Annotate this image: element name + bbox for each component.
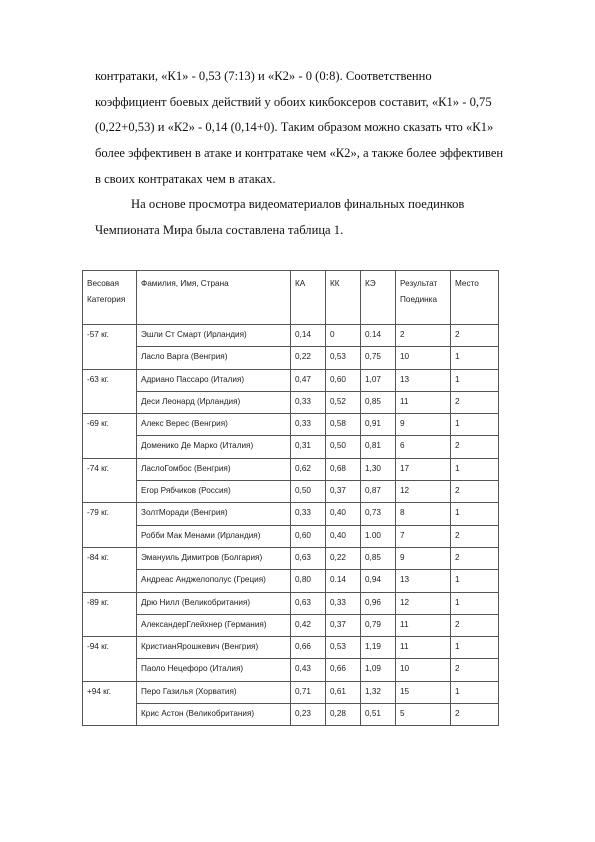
header-ke: КЭ — [361, 271, 396, 325]
header-category-line2: Категория — [87, 295, 126, 304]
kk-cell: 0,53 — [326, 637, 361, 659]
ke-cell: 0,96 — [361, 592, 396, 614]
name-cell: КристианЯрошкевич (Венгрия) — [137, 637, 291, 659]
ka-cell: 0,60 — [291, 525, 326, 547]
ka-cell: 0,47 — [291, 369, 326, 391]
table-row — [83, 547, 499, 569]
kk-cell: 0 — [326, 325, 361, 347]
ke-cell: 0,81 — [361, 436, 396, 458]
place-cell: 2 — [451, 325, 499, 347]
ka-cell: 0,22 — [291, 347, 326, 369]
place-cell: 2 — [451, 659, 499, 681]
kk-cell: 0,22 — [326, 547, 361, 569]
ka-cell: 0,14 — [291, 325, 326, 347]
result-cell: 6 — [396, 436, 451, 458]
table-row — [83, 503, 499, 525]
kk-cell: 0,61 — [326, 681, 361, 703]
place-cell: 1 — [451, 369, 499, 391]
name-cell: Паоло Нецефоро (Италия) — [137, 659, 291, 681]
name-cell: Эмануиль Димитров (Болгария) — [137, 547, 291, 569]
place-cell: 1 — [451, 592, 499, 614]
result-cell: 8 — [396, 503, 451, 525]
weight-category-cell: -79 кг. — [83, 503, 137, 548]
ke-cell: 0,85 — [361, 547, 396, 569]
name-cell: Алекс Верес (Венгрия) — [137, 414, 291, 436]
kk-cell: 0,50 — [326, 436, 361, 458]
result-cell: 15 — [396, 681, 451, 703]
weight-category-cell: +94 кг. — [83, 681, 137, 726]
paragraph-table-intro: На основе просмотра видеоматериалов финальных поединков Чемпионата Мира была составлена таблица 1. — [95, 197, 465, 237]
ka-cell: 0,33 — [291, 503, 326, 525]
name-cell: Робби Мак Менами (Ирландия) — [137, 525, 291, 547]
kk-cell: 0,58 — [326, 414, 361, 436]
header-name: Фамилия, Имя, Страна — [137, 271, 291, 325]
table-row — [83, 436, 499, 458]
result-cell: 7 — [396, 525, 451, 547]
ka-cell: 0,71 — [291, 681, 326, 703]
kk-cell: 0,52 — [326, 391, 361, 413]
ka-cell: 0,33 — [291, 391, 326, 413]
ke-cell: 1,09 — [361, 659, 396, 681]
result-cell: 17 — [396, 458, 451, 480]
table-row — [83, 347, 499, 369]
result-cell: 13 — [396, 570, 451, 592]
ke-cell: 0,87 — [361, 481, 396, 503]
ke-cell: 1,19 — [361, 637, 396, 659]
table-row — [83, 481, 499, 503]
ka-cell: 0,66 — [291, 637, 326, 659]
table-header-row — [83, 271, 499, 325]
name-cell: ЗолтМоради (Венгрия) — [137, 503, 291, 525]
result-cell: 5 — [396, 704, 451, 726]
table-row — [83, 659, 499, 681]
place-cell: 1 — [451, 681, 499, 703]
weight-category-cell: -57 кг. — [83, 325, 137, 370]
ka-cell: 0,50 — [291, 481, 326, 503]
table-row — [83, 525, 499, 547]
ka-cell: 0,80 — [291, 570, 326, 592]
place-cell: 1 — [451, 570, 499, 592]
ke-cell: 1.00 — [361, 525, 396, 547]
table-row — [83, 391, 499, 413]
ka-cell: 0,62 — [291, 458, 326, 480]
ke-cell: 0,94 — [361, 570, 396, 592]
table-row — [83, 570, 499, 592]
ka-cell: 0,31 — [291, 436, 326, 458]
ke-cell: 0,51 — [361, 704, 396, 726]
ka-cell: 0,42 — [291, 614, 326, 636]
ke-cell: 0,73 — [361, 503, 396, 525]
table-row — [83, 369, 499, 391]
kk-cell: 0,53 — [326, 347, 361, 369]
name-cell: Эшли Ст Смарт (Ирландия) — [137, 325, 291, 347]
table-row — [83, 614, 499, 636]
table-row — [83, 704, 499, 726]
result-cell: 11 — [396, 614, 451, 636]
name-cell: Крис Астон (Великобритания) — [137, 704, 291, 726]
place-cell: 2 — [451, 525, 499, 547]
kk-cell: 0,40 — [326, 503, 361, 525]
kk-cell: 0.14 — [326, 570, 361, 592]
weight-category-cell: -94 кг. — [83, 637, 137, 682]
kk-cell: 0,68 — [326, 458, 361, 480]
kk-cell: 0,60 — [326, 369, 361, 391]
table-row — [83, 592, 499, 614]
ka-cell: 0,23 — [291, 704, 326, 726]
place-cell: 1 — [451, 347, 499, 369]
results-table — [82, 270, 499, 726]
place-cell: 1 — [451, 637, 499, 659]
name-cell: Деси Леонард (Ирландия) — [137, 391, 291, 413]
place-cell: 2 — [451, 391, 499, 413]
header-place: Место — [451, 271, 499, 325]
place-cell: 2 — [451, 547, 499, 569]
header-category-line1: Весовая — [87, 279, 119, 288]
table-body — [83, 325, 499, 726]
table-row — [83, 414, 499, 436]
name-cell: Перо Газилья (Хорватия) — [137, 681, 291, 703]
result-cell: 12 — [396, 481, 451, 503]
table-row — [83, 681, 499, 703]
header-category — [83, 271, 137, 325]
header-result-line1: Результат — [400, 279, 438, 288]
place-cell: 1 — [451, 414, 499, 436]
header-result-line2: Поединка — [400, 295, 437, 304]
table-row — [83, 637, 499, 659]
place-cell: 1 — [451, 503, 499, 525]
ke-cell: 0,85 — [361, 391, 396, 413]
name-cell: Егор Рябчиков (Россия) — [137, 481, 291, 503]
kk-cell: 0,40 — [326, 525, 361, 547]
weight-category-cell: -74 кг. — [83, 458, 137, 503]
kk-cell: 0,33 — [326, 592, 361, 614]
place-cell: 1 — [451, 458, 499, 480]
weight-category-cell: -69 кг. — [83, 414, 137, 459]
header-kk: КК — [326, 271, 361, 325]
result-cell: 13 — [396, 369, 451, 391]
name-cell: Ласло Варга (Венгрия) — [137, 347, 291, 369]
ka-cell: 0,63 — [291, 547, 326, 569]
table-row — [83, 325, 499, 347]
header-ka: КА — [291, 271, 326, 325]
kk-cell: 0,28 — [326, 704, 361, 726]
place-cell: 2 — [451, 704, 499, 726]
table-row — [83, 458, 499, 480]
name-cell: ЛаслоГомбос (Венгрия) — [137, 458, 291, 480]
name-cell: Доменико Де Марко (Италия) — [137, 436, 291, 458]
name-cell: Адриано Пассаро (Италия) — [137, 369, 291, 391]
ka-cell: 0,63 — [291, 592, 326, 614]
place-cell: 2 — [451, 481, 499, 503]
place-cell: 2 — [451, 436, 499, 458]
result-cell: 9 — [396, 414, 451, 436]
result-cell: 11 — [396, 637, 451, 659]
ke-cell: 0.14 — [361, 325, 396, 347]
header-result — [396, 271, 451, 325]
paragraph-analysis: контратаки, «К1» - 0,53 (7:13) и «К2» - 0 (0:8). Соответственно коэффициент боевых действий у обоих кикбоксеров составит, «К1» - 0,75 (0,22+0,53) и «К2» - 0,14 (0,14+0). Таким образом можно сказать что «К1» более эффективен в атаке и контратаке чем «К2», а также более эффективен в своих контратаках чем в атаках. — [95, 69, 504, 186]
ke-cell: 1,07 — [361, 369, 396, 391]
weight-category-cell: -63 кг. — [83, 369, 137, 414]
ke-cell: 1,30 — [361, 458, 396, 480]
place-cell: 2 — [451, 614, 499, 636]
name-cell: Андреас Анджелополус (Греция) — [137, 570, 291, 592]
result-cell: 9 — [396, 547, 451, 569]
kk-cell: 0,37 — [326, 614, 361, 636]
result-cell: 10 — [396, 659, 451, 681]
ka-cell: 0,33 — [291, 414, 326, 436]
name-cell: АлександерГлейхнер (Германия) — [137, 614, 291, 636]
weight-category-cell: -84 кг. — [83, 547, 137, 592]
ke-cell: 0,79 — [361, 614, 396, 636]
name-cell: Дрю Нилл (Великобритания) — [137, 592, 291, 614]
weight-category-cell: -89 кг. — [83, 592, 137, 637]
result-cell: 2 — [396, 325, 451, 347]
ke-cell: 0,75 — [361, 347, 396, 369]
ke-cell: 0,91 — [361, 414, 396, 436]
ka-cell: 0,43 — [291, 659, 326, 681]
kk-cell: 0,66 — [326, 659, 361, 681]
kk-cell: 0,37 — [326, 481, 361, 503]
ke-cell: 1,32 — [361, 681, 396, 703]
result-cell: 11 — [396, 391, 451, 413]
result-cell: 10 — [396, 347, 451, 369]
result-cell: 12 — [396, 592, 451, 614]
